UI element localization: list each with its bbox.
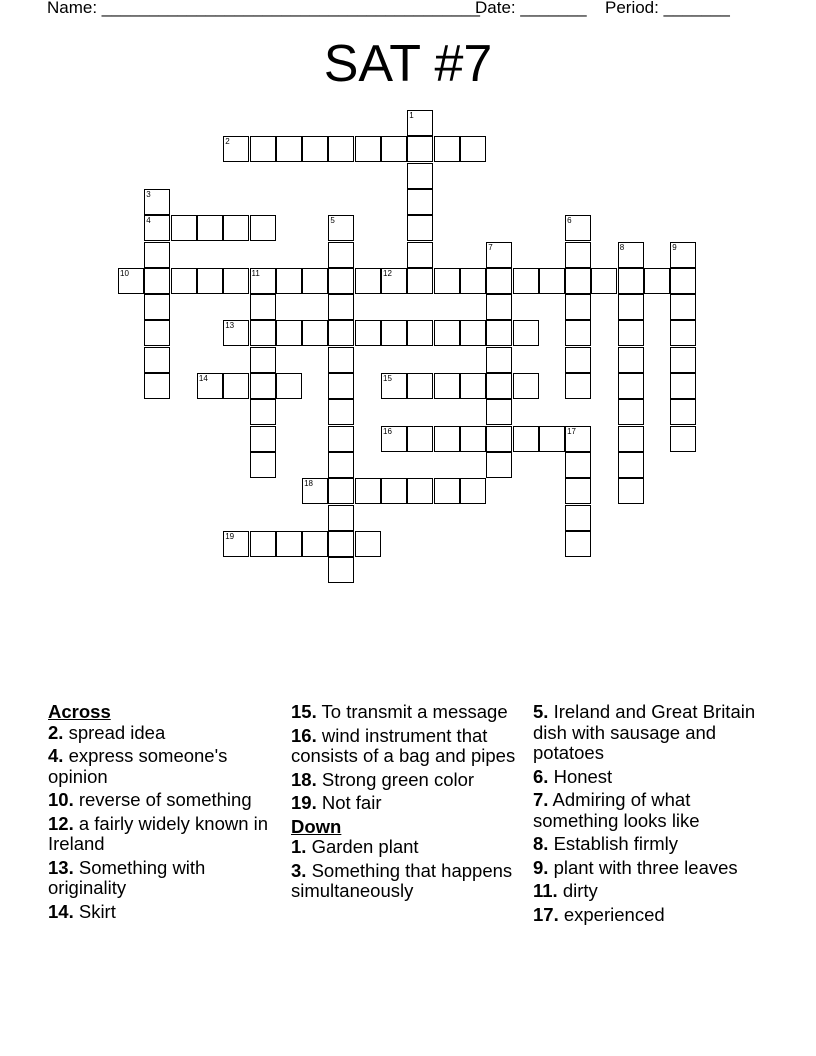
grid-cell[interactable] <box>144 215 170 241</box>
clue-number: 6 <box>567 216 572 226</box>
clue-number: 12 <box>383 268 392 278</box>
grid-cell[interactable] <box>460 320 486 346</box>
grid-cell[interactable] <box>565 478 591 504</box>
grid-cell[interactable] <box>381 268 407 294</box>
clue-number-label: 11. <box>533 880 558 901</box>
grid-cell[interactable] <box>144 294 170 320</box>
grid-cell[interactable] <box>171 215 197 241</box>
clues-column-3 <box>533 702 773 928</box>
grid-cell[interactable] <box>197 373 223 399</box>
grid-cell[interactable] <box>407 189 433 215</box>
grid-cell[interactable] <box>670 347 696 373</box>
grid-cell[interactable] <box>197 268 223 294</box>
clue-text: Something with originality <box>48 856 206 898</box>
down-clue <box>533 790 773 831</box>
grid-cell[interactable] <box>565 268 591 294</box>
grid-cell[interactable] <box>328 320 354 346</box>
clue-number: 18 <box>304 479 313 489</box>
grid-cell[interactable] <box>328 478 354 504</box>
clue-text: Admiring of what something looks like <box>533 789 700 831</box>
across-heading: Across <box>48 701 111 722</box>
grid-cell[interactable] <box>460 373 486 399</box>
grid-cell[interactable] <box>223 373 249 399</box>
grid-cell[interactable] <box>407 478 433 504</box>
across-clue <box>291 702 527 723</box>
clue-text: Honest <box>548 765 613 787</box>
clue-number: 4 <box>146 216 151 226</box>
grid-cell[interactable] <box>407 163 433 189</box>
clue-number-label: 10. <box>48 789 74 810</box>
clue-number: 2 <box>225 137 230 147</box>
grid-cell[interactable] <box>197 215 223 241</box>
clue-text: Strong green color <box>316 768 475 790</box>
grid-cell[interactable] <box>328 557 354 583</box>
grid-cell[interactable] <box>434 136 460 162</box>
grid-cell[interactable] <box>670 399 696 425</box>
down-clue <box>291 861 527 902</box>
grid-cell[interactable] <box>618 294 644 320</box>
across-clue <box>48 790 284 811</box>
grid-cell[interactable] <box>670 242 696 268</box>
grid-cell[interactable] <box>565 294 591 320</box>
clue-number: 13 <box>225 321 235 331</box>
clue-number: 3 <box>146 189 151 199</box>
across-clue <box>48 858 284 899</box>
grid-cell[interactable] <box>250 294 276 320</box>
grid-cell[interactable] <box>486 347 512 373</box>
grid-cell[interactable] <box>381 373 407 399</box>
down-clue <box>533 702 773 764</box>
grid-cell[interactable] <box>486 320 512 346</box>
grid-cell[interactable] <box>618 399 644 425</box>
grid-cell[interactable] <box>591 268 617 294</box>
grid-cell[interactable] <box>618 242 644 268</box>
grid-cell[interactable] <box>618 268 644 294</box>
grid-cell[interactable] <box>460 268 486 294</box>
grid-cell[interactable] <box>328 452 354 478</box>
grid-cell[interactable] <box>407 373 433 399</box>
across-clue <box>48 814 284 855</box>
grid-cell[interactable] <box>144 373 170 399</box>
grid-cell[interactable] <box>328 399 354 425</box>
grid-cell[interactable] <box>250 215 276 241</box>
grid-cell[interactable] <box>250 320 276 346</box>
clue-number-label: 6. <box>533 765 549 787</box>
grid-cell[interactable] <box>276 268 302 294</box>
clue-text: Ireland and Great Britain dish with sausage and potatoes <box>533 701 756 763</box>
grid-cell[interactable] <box>223 136 249 162</box>
grid-cell[interactable] <box>434 268 460 294</box>
grid-cell[interactable] <box>355 531 381 557</box>
name-field: Name: ________________________________________ <box>47 0 480 17</box>
grid-cell[interactable] <box>565 320 591 346</box>
grid-cell[interactable] <box>250 452 276 478</box>
grid-cell[interactable] <box>434 320 460 346</box>
grid-cell[interactable] <box>302 136 328 162</box>
grid-cell[interactable] <box>670 373 696 399</box>
grid-cell[interactable] <box>486 452 512 478</box>
clue-number-label: 16. <box>291 724 317 746</box>
clues-column-1 <box>48 702 284 925</box>
clue-number-label: 7. <box>533 789 549 810</box>
across-clue <box>291 770 527 791</box>
clue-text: wind instrument that consists of a bag and pipes <box>291 724 516 766</box>
down-clue <box>533 881 773 902</box>
grid-cell[interactable] <box>486 373 512 399</box>
grid-cell[interactable] <box>118 268 144 294</box>
period-field: Period: _______ <box>605 0 730 17</box>
grid-cell[interactable] <box>513 320 539 346</box>
down-clue <box>533 767 773 788</box>
grid-cell[interactable] <box>223 320 249 346</box>
grid-cell[interactable] <box>460 426 486 452</box>
grid-cell[interactable] <box>670 294 696 320</box>
clue-text: Establish firmly <box>548 833 678 854</box>
grid-cell[interactable] <box>618 426 644 452</box>
clue-number: 10 <box>120 268 129 278</box>
clue-number: 5 <box>330 216 335 226</box>
grid-cell[interactable] <box>486 268 512 294</box>
grid-cell[interactable] <box>486 242 512 268</box>
clue-text: Something that happens simultaneously <box>291 859 513 901</box>
grid-cell[interactable] <box>276 136 302 162</box>
grid-cell[interactable] <box>539 426 565 452</box>
clue-number-label: 13. <box>48 856 74 878</box>
clue-number-label: 15. <box>291 701 317 722</box>
clue-number-label: 5. <box>533 701 549 722</box>
clue-number-label: 4. <box>48 745 64 766</box>
grid-cell[interactable] <box>302 531 328 557</box>
grid-cell[interactable] <box>276 531 302 557</box>
grid-cell[interactable] <box>381 320 407 346</box>
grid-cell[interactable] <box>670 268 696 294</box>
grid-cell[interactable] <box>407 110 433 136</box>
grid-cell[interactable] <box>223 268 249 294</box>
grid-cell[interactable] <box>407 136 433 162</box>
grid-cell[interactable] <box>144 268 170 294</box>
across-clue <box>48 746 284 787</box>
grid-cell[interactable] <box>644 268 670 294</box>
clue-number-label: 12. <box>48 812 74 834</box>
grid-cell[interactable] <box>355 478 381 504</box>
clue-number-label: 9. <box>533 856 549 878</box>
grid-cell[interactable] <box>144 320 170 346</box>
grid-cell[interactable] <box>618 452 644 478</box>
grid-cell[interactable] <box>250 426 276 452</box>
grid-cell[interactable] <box>565 531 591 557</box>
down-clue <box>533 834 773 855</box>
grid-cell[interactable] <box>381 426 407 452</box>
page-title: SAT #7 <box>323 35 493 93</box>
grid-cell[interactable] <box>144 189 170 215</box>
down-heading: Down <box>291 815 342 837</box>
clue-text: dirty <box>557 880 598 901</box>
clue-number: 8 <box>619 242 625 252</box>
grid-cell[interactable] <box>513 426 539 452</box>
grid-cell[interactable] <box>355 268 381 294</box>
grid-cell[interactable] <box>328 505 354 531</box>
clue-number-label: 14. <box>48 900 74 922</box>
grid-cell[interactable] <box>407 426 433 452</box>
grid-cell[interactable] <box>407 215 433 241</box>
grid-cell[interactable] <box>565 373 591 399</box>
grid-cell[interactable] <box>328 426 354 452</box>
grid-cell[interactable] <box>250 268 276 294</box>
clue-text: To transmit a message <box>316 701 508 722</box>
grid-cell[interactable] <box>434 426 460 452</box>
grid-cell[interactable] <box>618 373 644 399</box>
grid-cell[interactable] <box>618 347 644 373</box>
grid-cell[interactable] <box>565 426 591 452</box>
clue-number: 7 <box>488 242 493 252</box>
clue-number: 16 <box>383 426 392 436</box>
down-clue <box>291 837 527 858</box>
grid-cell[interactable] <box>250 136 276 162</box>
clue-text: reverse of something <box>73 789 252 810</box>
clue-number-label: 2. <box>48 721 64 743</box>
grid-cell[interactable] <box>460 136 486 162</box>
across-clue <box>48 902 284 923</box>
across-clue <box>48 723 284 744</box>
grid-cell[interactable] <box>513 268 539 294</box>
clue-number: 11 <box>251 268 260 278</box>
grid-cell[interactable] <box>618 478 644 504</box>
clue-number-label: 18. <box>291 768 317 790</box>
grid-cell[interactable] <box>302 320 328 346</box>
grid-cell[interactable] <box>328 268 354 294</box>
grid-cell[interactable] <box>670 320 696 346</box>
clue-number: 19 <box>225 531 235 541</box>
grid-cell[interactable] <box>539 268 565 294</box>
grid-cell[interactable] <box>565 452 591 478</box>
clue-number: 9 <box>672 242 677 252</box>
grid-cell[interactable] <box>670 426 696 452</box>
grid-cell[interactable] <box>328 294 354 320</box>
grid-cell[interactable] <box>381 136 407 162</box>
grid-cell[interactable] <box>328 531 354 557</box>
grid-cell[interactable] <box>565 505 591 531</box>
grid-cell[interactable] <box>144 242 170 268</box>
across-clue <box>291 793 527 814</box>
clue-text: experienced <box>558 903 665 925</box>
clue-number-label: 3. <box>291 859 307 881</box>
clue-text: Not fair <box>316 792 382 813</box>
grid-cell[interactable] <box>328 215 354 241</box>
clue-text: Skirt <box>73 900 116 922</box>
grid-cell[interactable] <box>565 215 591 241</box>
clue-number: 15 <box>383 374 392 383</box>
clue-number-label: 1. <box>291 836 307 857</box>
grid-cell[interactable] <box>407 320 433 346</box>
clue-text: plant with three leaves <box>548 856 738 878</box>
grid-cell[interactable] <box>144 347 170 373</box>
grid-cell[interactable] <box>565 242 591 268</box>
grid-cell[interactable] <box>407 268 433 294</box>
grid-cell[interactable] <box>486 294 512 320</box>
clue-text: a fairly widely known in Ireland <box>48 812 269 854</box>
grid-cell[interactable] <box>328 373 354 399</box>
grid-cell[interactable] <box>171 268 197 294</box>
grid-cell[interactable] <box>434 373 460 399</box>
across-clue <box>291 726 527 767</box>
grid-cell[interactable] <box>250 347 276 373</box>
clue-number-label: 17. <box>533 903 559 925</box>
grid-cell[interactable] <box>355 320 381 346</box>
clue-text: express someone's opinion <box>48 745 228 787</box>
down-clue <box>533 858 773 879</box>
date-field: Date: _______ <box>475 0 587 17</box>
grid-cell[interactable] <box>460 478 486 504</box>
grid-cell[interactable] <box>513 373 539 399</box>
clue-text: spread idea <box>63 721 166 743</box>
down-clue <box>533 905 773 926</box>
grid-cell[interactable] <box>486 399 512 425</box>
grid-cell[interactable] <box>276 373 302 399</box>
grid-cell[interactable] <box>302 268 328 294</box>
clue-text: Garden plant <box>306 836 419 857</box>
grid-cell[interactable] <box>355 136 381 162</box>
clue-number-label: 19. <box>291 792 317 813</box>
grid-cell[interactable] <box>381 478 407 504</box>
clue-number-label: 8. <box>533 833 549 854</box>
grid-cell[interactable] <box>328 242 354 268</box>
clue-number: 17 <box>567 426 576 436</box>
grid-cell[interactable] <box>565 347 591 373</box>
clue-number: 1 <box>409 111 414 120</box>
grid-cell[interactable] <box>223 531 249 557</box>
grid-cell[interactable] <box>328 347 354 373</box>
grid-cell[interactable] <box>250 531 276 557</box>
grid-cell[interactable] <box>328 136 354 162</box>
grid-cell[interactable] <box>618 320 644 346</box>
clue-number: 14 <box>198 374 208 383</box>
grid-cell[interactable] <box>276 320 302 346</box>
grid-cell[interactable] <box>486 426 512 452</box>
grid-cell[interactable] <box>302 478 328 504</box>
grid-cell[interactable] <box>223 215 249 241</box>
grid-cell[interactable] <box>250 399 276 425</box>
grid-cell[interactable] <box>250 373 276 399</box>
grid-cell[interactable] <box>434 478 460 504</box>
clues-column-2 <box>291 702 527 905</box>
grid-cell[interactable] <box>407 242 433 268</box>
